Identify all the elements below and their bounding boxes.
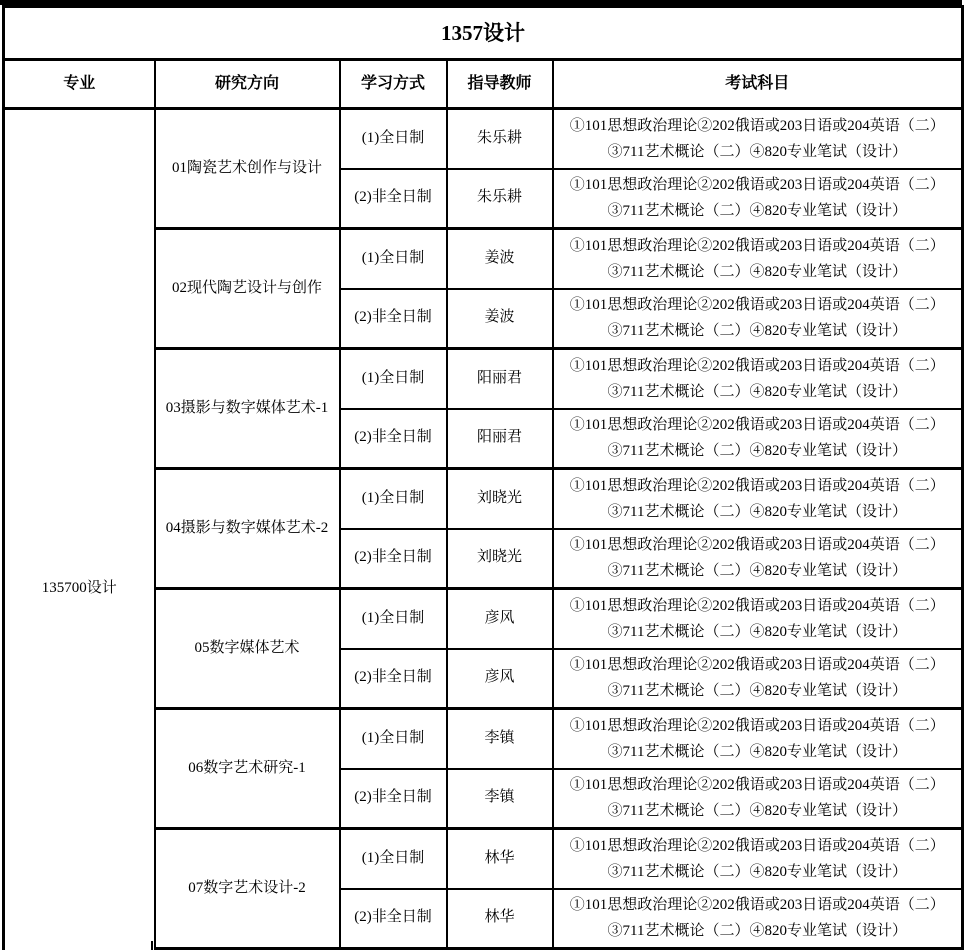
exam-subjects-cell bbox=[553, 829, 963, 889]
exam-subjects-line2: ③711艺术概论（二）④820专业笔试（设计） bbox=[607, 803, 907, 820]
study-mode-cell: (1)全日制 bbox=[340, 589, 447, 649]
admissions-table bbox=[2, 5, 964, 950]
advisor-cell: 刘晓光 bbox=[447, 469, 553, 529]
advisor-cell: 朱乐耕 bbox=[447, 109, 553, 169]
exam-subjects-line2: ③711艺术概论（二）④820专业笔试（设计） bbox=[607, 443, 907, 460]
exam-subjects-cell bbox=[553, 469, 963, 529]
exam-subjects-line1: ①101思想政治理论②202俄语或203日语或204英语（二） bbox=[569, 837, 945, 854]
exam-subjects-line1: ①101思想政治理论②202俄语或203日语或204英语（二） bbox=[569, 777, 945, 794]
advisor-cell: 林华 bbox=[447, 889, 553, 949]
exam-subjects-cell bbox=[553, 109, 963, 169]
advisor-cell: 彦风 bbox=[447, 589, 553, 649]
advisor-cell: 阳丽君 bbox=[447, 409, 553, 469]
study-mode-cell: (1)全日制 bbox=[340, 829, 447, 889]
exam-subjects-line2: ③711艺术概论（二）④820专业笔试（设计） bbox=[607, 143, 907, 160]
exam-subjects-cell bbox=[553, 589, 963, 649]
exam-subjects-line1: ①101思想政治理论②202俄语或203日语或204英语（二） bbox=[569, 177, 945, 194]
advisor-cell: 彦风 bbox=[447, 649, 553, 709]
exam-subjects-cell bbox=[553, 529, 963, 589]
exam-subjects-line1: ①101思想政治理论②202俄语或203日语或204英语（二） bbox=[569, 657, 945, 674]
table-row bbox=[4, 7, 963, 60]
major-cell: 135700设计 bbox=[4, 109, 155, 949]
exam-subjects-line1: ①101思想政治理论②202俄语或203日语或204英语（二） bbox=[569, 357, 945, 374]
study-mode-cell: (2)非全日制 bbox=[340, 649, 447, 709]
exam-subjects-line2: ③711艺术概论（二）④820专业笔试（设计） bbox=[607, 383, 907, 400]
exam-subjects-line2: ③711艺术概论（二）④820专业笔试（设计） bbox=[607, 263, 907, 280]
advisor-cell: 姜波 bbox=[447, 289, 553, 349]
exam-subjects-line2: ③711艺术概论（二）④820专业笔试（设计） bbox=[607, 683, 907, 700]
study-mode-cell: (2)非全日制 bbox=[340, 289, 447, 349]
study-mode-cell: (2)非全日制 bbox=[340, 529, 447, 589]
advisor-cell: 阳丽君 bbox=[447, 349, 553, 409]
direction-cell: 04摄影与数字媒体艺术-2 bbox=[155, 469, 340, 589]
exam-subjects-cell bbox=[553, 889, 963, 949]
col-header-major: 专业 bbox=[4, 60, 155, 109]
exam-subjects-line1: ①101思想政治理论②202俄语或203日语或204英语（二） bbox=[569, 477, 945, 494]
direction-cell: 03摄影与数字媒体艺术-1 bbox=[155, 349, 340, 469]
exam-subjects-line2: ③711艺术概论（二）④820专业笔试（设计） bbox=[607, 503, 907, 520]
exam-subjects-cell bbox=[553, 349, 963, 409]
study-mode-cell: (2)非全日制 bbox=[340, 169, 447, 229]
exam-subjects-cell bbox=[553, 709, 963, 769]
exam-subjects-cell bbox=[553, 289, 963, 349]
study-mode-cell: (1)全日制 bbox=[340, 229, 447, 289]
exam-subjects-line1: ①101思想政治理论②202俄语或203日语或204英语（二） bbox=[569, 117, 945, 134]
direction-cell: 06数字艺术研究-1 bbox=[155, 709, 340, 829]
exam-subjects-cell bbox=[553, 649, 963, 709]
advisor-cell: 姜波 bbox=[447, 229, 553, 289]
study-mode-cell: (2)非全日制 bbox=[340, 409, 447, 469]
exam-subjects-cell bbox=[553, 409, 963, 469]
study-mode-cell: (1)全日制 bbox=[340, 109, 447, 169]
major-cell-right-border-continuation bbox=[151, 941, 153, 950]
exam-subjects-line1: ①101思想政治理论②202俄语或203日语或204英语（二） bbox=[569, 297, 945, 314]
study-mode-cell: (1)全日制 bbox=[340, 349, 447, 409]
exam-subjects-line2: ③711艺术概论（二）④820专业笔试（设计） bbox=[607, 563, 907, 580]
major-cell-left-border-continuation bbox=[2, 941, 5, 950]
study-mode-cell: (2)非全日制 bbox=[340, 769, 447, 829]
table-row bbox=[4, 109, 963, 169]
exam-subjects-line2: ③711艺术概论（二）④820专业笔试（设计） bbox=[607, 203, 907, 220]
advisor-cell: 刘晓光 bbox=[447, 529, 553, 589]
exam-subjects-line2: ③711艺术概论（二）④820专业笔试（设计） bbox=[607, 923, 907, 940]
exam-subjects-line2: ③711艺术概论（二）④820专业笔试（设计） bbox=[607, 323, 907, 340]
exam-subjects-line1: ①101思想政治理论②202俄语或203日语或204英语（二） bbox=[569, 537, 945, 554]
exam-subjects-line2: ③711艺术概论（二）④820专业笔试（设计） bbox=[607, 623, 907, 640]
exam-subjects-cell bbox=[553, 769, 963, 829]
exam-subjects-line1: ①101思想政治理论②202俄语或203日语或204英语（二） bbox=[569, 597, 945, 614]
exam-subjects-line2: ③711艺术概论（二）④820专业笔试（设计） bbox=[607, 863, 907, 880]
table-title: 1357设计 bbox=[4, 7, 963, 60]
exam-subjects-line2: ③711艺术概论（二）④820专业笔试（设计） bbox=[607, 743, 907, 760]
col-header-direction: 研究方向 bbox=[155, 60, 340, 109]
exam-subjects-line1: ①101思想政治理论②202俄语或203日语或204英语（二） bbox=[569, 237, 945, 254]
direction-cell: 01陶瓷艺术创作与设计 bbox=[155, 109, 340, 229]
exam-subjects-line1: ①101思想政治理论②202俄语或203日语或204英语（二） bbox=[569, 717, 945, 734]
advisor-cell: 朱乐耕 bbox=[447, 169, 553, 229]
direction-cell: 07数字艺术设计-2 bbox=[155, 829, 340, 949]
exam-subjects-cell bbox=[553, 169, 963, 229]
direction-cell: 05数字媒体艺术 bbox=[155, 589, 340, 709]
col-header-exam-subjects: 考试科目 bbox=[553, 60, 963, 109]
col-header-study-mode: 学习方式 bbox=[340, 60, 447, 109]
exam-subjects-cell bbox=[553, 229, 963, 289]
exam-subjects-line1: ①101思想政治理论②202俄语或203日语或204英语（二） bbox=[569, 897, 945, 914]
direction-cell: 02现代陶艺设计与创作 bbox=[155, 229, 340, 349]
study-mode-cell: (2)非全日制 bbox=[340, 889, 447, 949]
study-mode-cell: (1)全日制 bbox=[340, 469, 447, 529]
advisor-cell: 林华 bbox=[447, 829, 553, 889]
col-header-advisor: 指导教师 bbox=[447, 60, 553, 109]
advisor-cell: 李镇 bbox=[447, 709, 553, 769]
advisor-cell: 李镇 bbox=[447, 769, 553, 829]
exam-subjects-line1: ①101思想政治理论②202俄语或203日语或204英语（二） bbox=[569, 417, 945, 434]
table-header-row bbox=[4, 60, 963, 109]
study-mode-cell: (1)全日制 bbox=[340, 709, 447, 769]
